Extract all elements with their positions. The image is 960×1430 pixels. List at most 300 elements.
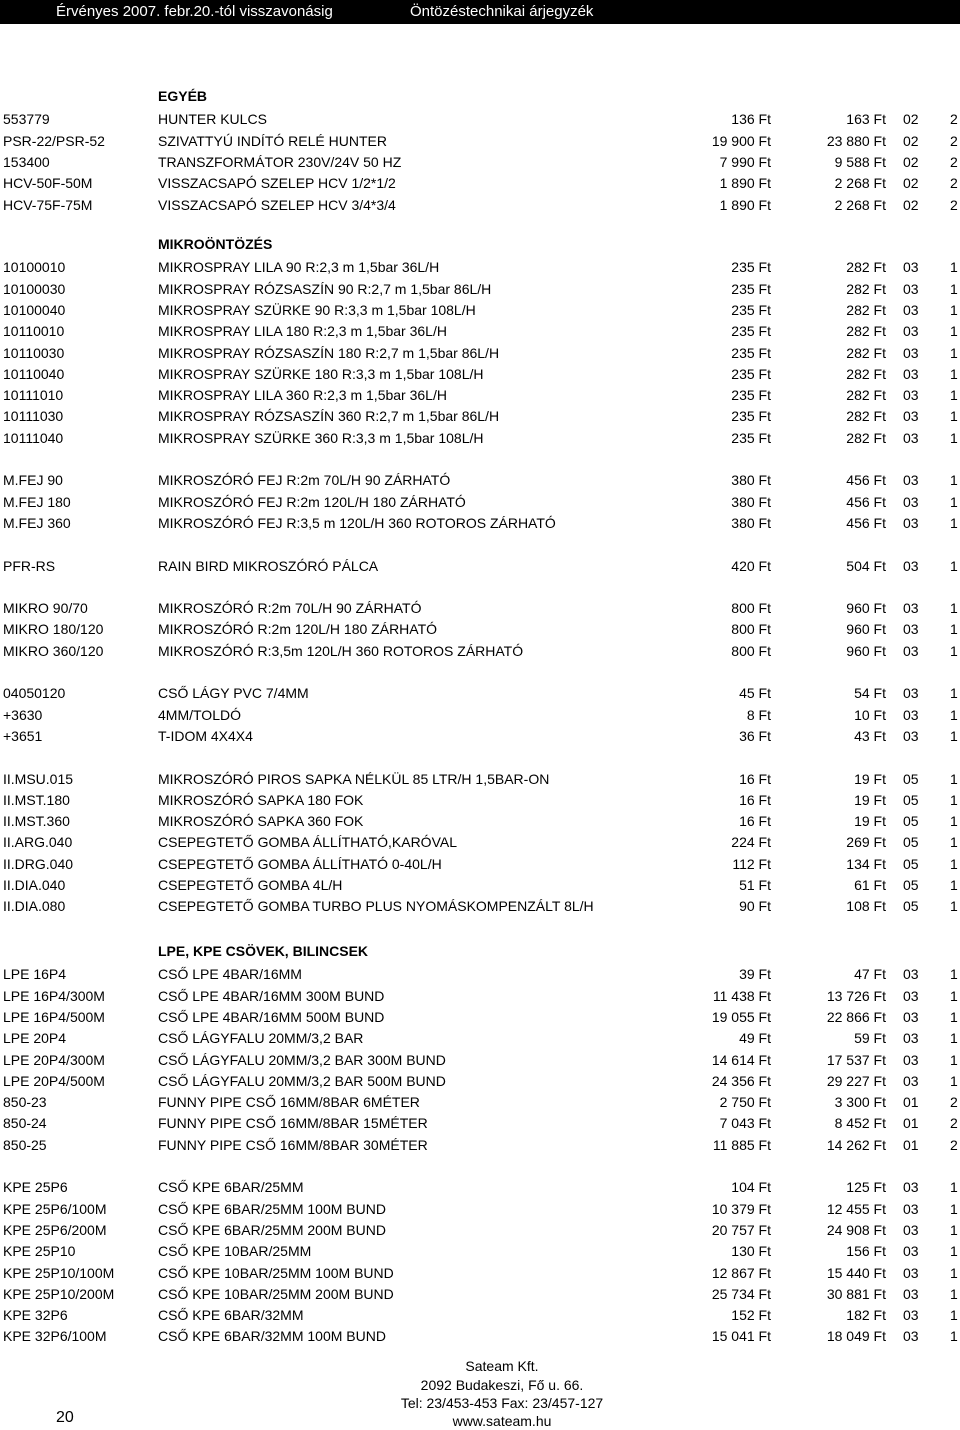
unit-code: 1 (950, 642, 958, 659)
gross-price: 29 227 Ft (826, 1072, 886, 1089)
product-code: M.FEJ 180 (3, 493, 71, 510)
product-description: MIKROSZÓRÓ R:3,5m 120L/H 360 ROTOROS ZÁRHATÓ (158, 642, 524, 659)
product-code: LPE 16P4/500M (3, 1008, 105, 1025)
gross-price: 17 537 Ft (826, 1051, 886, 1068)
product-code: II.DRG.040 (3, 855, 74, 872)
group-code: 03 (903, 323, 919, 340)
unit-code: 1 (950, 408, 958, 425)
product-code: MIKRO 90/70 (3, 600, 88, 617)
net-price: 1 890 Ft (719, 196, 771, 213)
product-code: MIKRO 360/120 (3, 642, 104, 659)
unit-code: 1 (950, 1072, 958, 1089)
net-price: 152 Ft (731, 1307, 771, 1324)
product-code: LPE 16P4/300M (3, 987, 105, 1004)
product-code: 10100030 (3, 280, 66, 297)
gross-price: 30 881 Ft (826, 1285, 886, 1302)
group-code: 03 (903, 557, 919, 574)
product-description: CSEPEGTETŐ GOMBA 4L/H (158, 877, 343, 893)
product-code: LPE 16P4 (3, 966, 67, 983)
unit-code: 1 (950, 323, 958, 340)
unit-code: 2 (950, 1094, 958, 1111)
unit-code: 1 (950, 706, 958, 723)
net-price: 380 Ft (731, 514, 771, 531)
net-price: 14 614 Ft (711, 1051, 771, 1068)
footer-address: 2092 Budakeszi, Fő u. 66. (420, 1377, 584, 1393)
unit-code: 1 (950, 727, 958, 744)
group-code: 03 (903, 301, 919, 318)
product-description: MIKROSPRAY RÓZSASZÍN 90 R:2,7 m 1,5bar 86L/H (158, 280, 492, 297)
product-code: PFR-RS (3, 557, 56, 574)
product-code: 553779 (3, 111, 50, 128)
group-code: 03 (903, 685, 919, 702)
product-code: 850-25 (3, 1136, 47, 1153)
net-price: 235 Ft (731, 259, 771, 276)
gross-price: 54 Ft (854, 685, 886, 702)
table-row (0, 428, 960, 448)
net-price: 16 Ft (739, 813, 771, 830)
group-code: 01 (903, 1115, 919, 1132)
product-code: 04050120 (3, 685, 66, 702)
group-code: 05 (903, 813, 919, 830)
product-code: M.FEJ 90 (3, 472, 63, 489)
product-code: LPE 20P4/500M (3, 1072, 105, 1089)
table-row (0, 1050, 960, 1070)
unit-code: 1 (950, 514, 958, 531)
product-code: 10100040 (3, 301, 66, 318)
unit-code: 2 (950, 1136, 958, 1153)
group-code: 05 (903, 898, 919, 915)
table-row (0, 1241, 960, 1261)
unit-code: 1 (950, 1264, 958, 1281)
group-code: 01 (903, 1136, 919, 1153)
product-code: 10111030 (3, 408, 64, 425)
net-price: 224 Ft (731, 834, 771, 851)
gross-price: 19 Ft (854, 791, 886, 808)
product-code: KPE 25P6/100M (3, 1200, 107, 1217)
gross-price: 43 Ft (854, 727, 886, 744)
product-code: M.FEJ 360 (3, 514, 71, 531)
group-code: 02 (903, 132, 919, 149)
table-row (0, 964, 960, 984)
product-description: CSŐ LPE 4BAR/16MM (158, 966, 302, 983)
unit-code: 1 (950, 987, 958, 1004)
group-code: 03 (903, 621, 919, 638)
product-description: T-IDOM 4X4X4 (158, 727, 253, 744)
table-row (0, 769, 960, 789)
product-code: PSR-22/PSR-52 (3, 132, 105, 149)
unit-code: 1 (950, 1243, 958, 1260)
table-row (0, 173, 960, 193)
net-price: 235 Ft (731, 280, 771, 297)
table-row (0, 406, 960, 426)
group-code: 01 (903, 1094, 919, 1111)
document-title: Öntözéstechnikai árjegyzék (410, 3, 594, 20)
group-code: 02 (903, 196, 919, 213)
unit-code: 1 (950, 365, 958, 382)
group-code: 03 (903, 600, 919, 617)
table-row (0, 109, 960, 129)
gross-price: 3 300 Ft (834, 1094, 886, 1111)
product-description: CSŐ LÁGYFALU 20MM/3,2 BAR (158, 1030, 364, 1047)
table-row (0, 1220, 960, 1240)
net-price: 800 Ft (731, 600, 771, 617)
gross-price: 156 Ft (846, 1243, 886, 1260)
product-code: KPE 25P6/200M (3, 1221, 107, 1238)
group-code: 03 (903, 727, 919, 744)
product-code: KPE 25P10/200M (3, 1285, 115, 1302)
group-code: 03 (903, 472, 919, 489)
net-price: 90 Ft (739, 898, 771, 915)
group-code: 05 (903, 770, 919, 787)
table-row (0, 257, 960, 277)
gross-price: 282 Ft (846, 429, 886, 446)
group-code: 03 (903, 1221, 919, 1238)
group-code: 03 (903, 987, 919, 1004)
net-price: 130 Ft (731, 1243, 771, 1260)
product-description: SZIVATTYÚ INDÍTÓ RELÉ HUNTER (158, 132, 387, 149)
product-description: CSŐ KPE 10BAR/25MM 200M BUND (158, 1285, 394, 1302)
product-description: MIKROSZÓRÓ FEJ R:2m 70L/H 90 ZÁRHATÓ (158, 472, 451, 489)
net-price: 36 Ft (739, 727, 771, 744)
gross-price: 108 Ft (846, 898, 886, 915)
net-price: 19 055 Ft (711, 1008, 771, 1025)
group-code: 05 (903, 791, 919, 808)
net-price: 49 Ft (739, 1030, 771, 1047)
gross-price: 125 Ft (846, 1179, 886, 1196)
product-description: MIKROSZÓRÓ R:2m 120L/H 180 ZÁRHATÓ (158, 621, 438, 638)
product-code: +3630 (3, 706, 43, 723)
gross-price: 456 Ft (846, 493, 886, 510)
net-price: 45 Ft (739, 685, 771, 702)
table-row (0, 1177, 960, 1197)
gross-price: 8 452 Ft (834, 1115, 886, 1132)
group-code: 03 (903, 1072, 919, 1089)
gross-price: 10 Ft (854, 706, 886, 723)
table-row (0, 598, 960, 618)
table-row (0, 1007, 960, 1027)
net-price: 235 Ft (731, 301, 771, 318)
group-code: 03 (903, 1243, 919, 1260)
product-code: KPE 25P10/100M (3, 1264, 115, 1281)
product-description: MIKROSPRAY RÓZSASZÍN 180 R:2,7 m 1,5bar 86L/H (158, 344, 500, 361)
product-code: 10111010 (3, 387, 64, 404)
product-code: II.DIA.080 (3, 898, 66, 915)
table-row (0, 619, 960, 639)
gross-price: 12 455 Ft (826, 1200, 886, 1217)
group-code: 05 (903, 877, 919, 893)
net-price: 11 438 Ft (712, 987, 771, 1004)
net-price: 7 043 Ft (719, 1115, 771, 1132)
unit-code: 1 (950, 429, 958, 446)
gross-price: 23 880 Ft (826, 132, 886, 149)
unit-code: 1 (950, 1030, 958, 1047)
unit-code: 1 (950, 472, 958, 489)
unit-code: 1 (950, 791, 958, 808)
product-description: MIKROSZÓRÓ R:2m 70L/H 90 ZÁRHATÓ (158, 600, 422, 617)
product-code: KPE 32P6 (3, 1307, 68, 1324)
gross-price: 960 Ft (846, 621, 886, 638)
table-row (0, 875, 960, 895)
gross-price: 282 Ft (846, 408, 886, 425)
unit-code: 1 (950, 770, 958, 787)
group-code: 03 (903, 1179, 919, 1196)
product-description: HUNTER KULCS (158, 111, 267, 128)
unit-code: 2 (950, 1115, 958, 1132)
table-row (0, 896, 960, 916)
table-row (0, 1135, 960, 1155)
product-code: 10111040 (3, 429, 64, 446)
unit-code: 1 (950, 1307, 958, 1324)
gross-price: 456 Ft (846, 514, 886, 531)
net-price: 12 867 Ft (711, 1264, 771, 1281)
table-row (0, 1263, 960, 1283)
gross-price: 456 Ft (846, 472, 886, 489)
group-code: 03 (903, 429, 919, 446)
product-description: MIKROSZÓRÓ SAPKA 180 FOK (158, 791, 364, 808)
product-code: 850-23 (3, 1094, 47, 1111)
unit-code: 1 (950, 834, 958, 851)
gross-price: 59 Ft (854, 1030, 886, 1047)
product-description: 4MM/TOLDÓ (158, 706, 241, 723)
product-description: MIKROSPRAY LILA 180 R:2,3 m 1,5bar 36L/H (158, 323, 447, 340)
gross-price: 282 Ft (846, 344, 886, 361)
net-price: 24 356 Ft (711, 1072, 771, 1089)
product-description: CSŐ LPE 4BAR/16MM 300M BUND (158, 987, 385, 1004)
product-description: MIKROSZÓRÓ FEJ R:2m 120L/H 180 ZÁRHATÓ (158, 493, 466, 510)
net-price: 136 Ft (731, 111, 771, 128)
product-code: 10100010 (3, 259, 66, 276)
product-description: MIKROSPRAY SZÜRKE 180 R:3,3 m 1,5bar 108L/H (158, 365, 484, 382)
product-description: CSEPEGTETŐ GOMBA TURBO PLUS NYOMÁSKOMPENZÁLT 8L/H (158, 898, 594, 915)
net-price: 11 885 Ft (712, 1136, 771, 1153)
net-price: 25 734 Ft (711, 1285, 771, 1302)
net-price: 235 Ft (731, 323, 771, 340)
product-code: KPE 25P10 (3, 1243, 76, 1260)
group-code: 05 (903, 855, 919, 872)
product-description: CSŐ KPE 6BAR/32MM (158, 1307, 304, 1324)
product-code: II.DIA.040 (3, 877, 66, 893)
product-code: LPE 20P4 (3, 1030, 67, 1047)
page-header (0, 0, 960, 24)
product-description: CSŐ KPE 6BAR/25MM 100M BUND (158, 1200, 386, 1217)
gross-price: 18 049 Ft (826, 1328, 886, 1345)
unit-code: 2 (950, 132, 958, 149)
net-price: 20 757 Ft (711, 1221, 771, 1238)
unit-code: 1 (950, 1285, 958, 1302)
group-code: 03 (903, 514, 919, 531)
unit-code: 1 (950, 493, 958, 510)
validity-text: Érvényes 2007. febr.20.-tól visszavonásig (56, 3, 333, 20)
unit-code: 1 (950, 280, 958, 297)
table-row (0, 343, 960, 363)
net-price: 104 Ft (731, 1179, 771, 1196)
product-description: CSŐ KPE 10BAR/25MM (158, 1243, 312, 1260)
product-description: MIKROSPRAY LILA 90 R:2,3 m 1,5bar 36L/H (158, 259, 440, 276)
product-code: 10110010 (3, 323, 65, 340)
table-row (0, 279, 960, 299)
gross-price: 9 588 Ft (834, 153, 886, 170)
gross-price: 47 Ft (854, 966, 886, 983)
net-price: 16 Ft (739, 791, 771, 808)
unit-code: 1 (950, 1328, 958, 1345)
product-description: MIKROSPRAY LILA 360 R:2,3 m 1,5bar 36L/H (158, 387, 447, 404)
product-description: RAIN BIRD MIKROSZÓRÓ PÁLCA (158, 557, 379, 574)
product-description: MIKROSZÓRÓ FEJ R:3,5 m 120L/H 360 ROTOROS ZÁRHATÓ (158, 514, 556, 531)
product-code: 850-24 (3, 1115, 47, 1132)
product-description: CSŐ LÁGYFALU 20MM/3,2 BAR 500M BUND (158, 1072, 446, 1089)
gross-price: 282 Ft (846, 323, 886, 340)
page-number: 20 (56, 1409, 74, 1426)
gross-price: 282 Ft (846, 259, 886, 276)
gross-price: 14 262 Ft (826, 1136, 886, 1153)
product-description: MIKROSZÓRÓ PIROS SAPKA NÉLKÜL 85 LTR/H 1,5BAR-ON (158, 770, 550, 787)
net-price: 112 Ft (732, 855, 771, 872)
group-code: 03 (903, 966, 919, 983)
product-code: II.MST.360 (3, 813, 70, 830)
group-code: 03 (903, 259, 919, 276)
product-code: II.MST.180 (3, 791, 70, 808)
table-row (0, 854, 960, 874)
table-row (0, 1326, 960, 1346)
group-code: 03 (903, 1264, 919, 1281)
unit-code: 1 (950, 600, 958, 617)
product-code: 10110030 (3, 344, 65, 361)
product-description: MIKROSZÓRÓ SAPKA 360 FOK (158, 813, 364, 830)
net-price: 16 Ft (739, 770, 771, 787)
product-code: KPE 32P6/100M (3, 1328, 107, 1345)
gross-price: 15 440 Ft (826, 1264, 886, 1281)
gross-price: 282 Ft (846, 280, 886, 297)
gross-price: 282 Ft (846, 301, 886, 318)
unit-code: 1 (950, 877, 958, 893)
net-price: 235 Ft (731, 387, 771, 404)
gross-price: 61 Ft (854, 877, 886, 893)
table-row (0, 641, 960, 661)
product-description: VISSZACSAPÓ SZELEP HCV 1/2*1/2 (158, 175, 396, 192)
table-row (0, 492, 960, 512)
net-price: 19 900 Ft (711, 132, 771, 149)
unit-code: 1 (950, 1008, 958, 1025)
net-price: 15 041 Ft (711, 1328, 771, 1345)
table-row (0, 513, 960, 533)
group-code: 03 (903, 1307, 919, 1324)
footer-web: www.sateam.hu (452, 1413, 552, 1429)
group-code: 03 (903, 344, 919, 361)
net-price: 380 Ft (731, 472, 771, 489)
table-row (0, 321, 960, 341)
product-description: CSEPEGTETŐ GOMBA ÁLLÍTHATÓ,KARÓVAL (158, 834, 457, 851)
product-code: LPE 20P4/300M (3, 1051, 105, 1068)
net-price: 2 750 Ft (719, 1094, 771, 1111)
gross-price: 282 Ft (846, 365, 886, 382)
gross-price: 960 Ft (846, 600, 886, 617)
gross-price: 182 Ft (846, 1307, 886, 1324)
net-price: 800 Ft (731, 621, 771, 638)
product-description: CSEPEGTETŐ GOMBA ÁLLÍTHATÓ 0-40L/H (158, 855, 442, 872)
unit-code: 1 (950, 966, 958, 983)
net-price: 7 990 Ft (719, 153, 771, 170)
unit-code: 1 (950, 1051, 958, 1068)
table-row (0, 832, 960, 852)
unit-code: 2 (950, 153, 958, 170)
table-row (0, 1284, 960, 1304)
product-description: VISSZACSAPÓ SZELEP HCV 3/4*3/4 (158, 196, 396, 213)
table-row (0, 195, 960, 215)
group-code: 02 (903, 175, 919, 192)
footer-company: Sateam Kft. (465, 1358, 539, 1374)
group-code: 03 (903, 493, 919, 510)
product-description: CSŐ KPE 6BAR/32MM 100M BUND (158, 1328, 386, 1345)
table-row (0, 986, 960, 1006)
unit-code: 1 (950, 621, 958, 638)
unit-code: 1 (950, 1221, 958, 1238)
product-code: KPE 25P6 (3, 1179, 68, 1196)
product-code: HCV-50F-50M (3, 175, 93, 192)
gross-price: 13 726 Ft (826, 987, 886, 1004)
unit-code: 1 (950, 301, 958, 318)
unit-code: 2 (950, 175, 958, 192)
product-description: CSŐ KPE 10BAR/25MM 100M BUND (158, 1264, 394, 1281)
gross-price: 134 Ft (846, 855, 886, 872)
net-price: 1 890 Ft (719, 175, 771, 192)
product-code: HCV-75F-75M (3, 196, 93, 213)
table-row (0, 1113, 960, 1133)
gross-price: 960 Ft (846, 642, 886, 659)
table-row (0, 1071, 960, 1091)
product-description: CSŐ KPE 6BAR/25MM 200M BUND (158, 1221, 386, 1238)
table-row (0, 385, 960, 405)
product-code: 10110040 (3, 365, 65, 382)
product-code: II.MSU.015 (3, 770, 74, 787)
net-price: 380 Ft (731, 493, 771, 510)
table-row (0, 470, 960, 490)
net-price: 800 Ft (731, 642, 771, 659)
unit-code: 1 (950, 387, 958, 404)
net-price: 235 Ft (731, 365, 771, 382)
product-description: FUNNY PIPE CSŐ 16MM/8BAR 6MÉTER (158, 1094, 420, 1111)
section-heading: EGYÉB (158, 88, 208, 104)
gross-price: 22 866 Ft (826, 1008, 886, 1025)
product-code: +3651 (3, 727, 43, 744)
unit-code: 2 (950, 196, 958, 213)
unit-code: 1 (950, 685, 958, 702)
table-row (0, 300, 960, 320)
table-row (0, 1092, 960, 1112)
group-code: 03 (903, 706, 919, 723)
group-code: 03 (903, 408, 919, 425)
group-code: 03 (903, 1008, 919, 1025)
net-price: 39 Ft (739, 966, 771, 983)
gross-price: 163 Ft (846, 111, 886, 128)
gross-price: 19 Ft (854, 770, 886, 787)
group-code: 03 (903, 1030, 919, 1047)
net-price: 10 379 Ft (711, 1200, 771, 1217)
group-code: 03 (903, 280, 919, 297)
unit-code: 2 (950, 111, 958, 128)
table-row (0, 811, 960, 831)
section-heading: LPE, KPE CSÖVEK, BILINCSEK (158, 943, 369, 959)
unit-code: 1 (950, 344, 958, 361)
product-description: MIKROSPRAY SZÜRKE 360 R:3,3 m 1,5bar 108L/H (158, 429, 484, 446)
footer-phone: Tel: 23/453-453 Fax: 23/457-127 (400, 1395, 604, 1411)
group-code: 03 (903, 1328, 919, 1345)
unit-code: 1 (950, 557, 958, 574)
product-description: MIKROSPRAY SZÜRKE 90 R:3,3 m 1,5bar 108L/H (158, 301, 476, 318)
net-price: 8 Ft (746, 706, 771, 723)
product-description: TRANSZFORMÁTOR 230V/24V 50 HZ (158, 153, 402, 170)
table-row (0, 790, 960, 810)
unit-code: 1 (950, 259, 958, 276)
